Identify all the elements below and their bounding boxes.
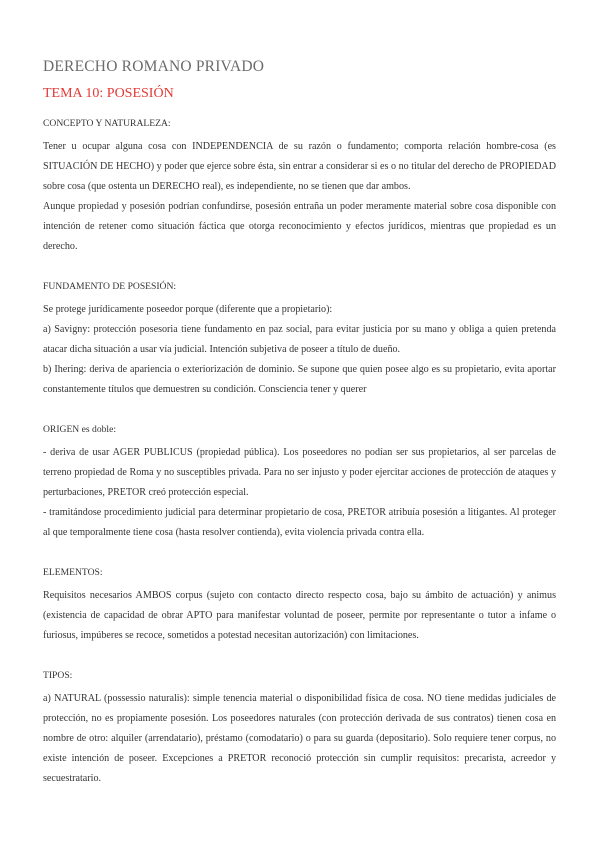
section-tipos — [43, 668, 556, 789]
section-heading: CONCEPTO Y NATURALEZA: — [43, 118, 171, 129]
document-subtitle: TEMA 10: POSESIÓN — [43, 86, 174, 101]
section-concepto — [43, 116, 556, 257]
section-fundamento — [43, 279, 556, 400]
paragraph: Tener u ocupar alguna cosa con INDEPENDENCIA de su razón o fundamento; comporta relación hombre-cosa (es SITUACIÓN DE HECHO) y poder que ejerce sobre ésta, sin entrar a considerar si es o no titular del derecho de PROPIEDAD sobre cosa (que ostenta un DERECHO real), es independiente, no se tienen que dar ambos. — [43, 141, 556, 192]
section-heading: TIPOS: — [43, 670, 73, 681]
paragraph: a) NATURAL (possessio naturalis): simple tenencia material o disponibilidad física de cosa. NO tiene medidas judiciales de protección, no es propiamente posesión. Los poseedores naturales (con protección derivada de sus contratos) tienen cosa en nombre de otro: alquiler (arrendatario), préstamo (comodatario) o para su guarda (depositario). Solo requiere tener corpus, no existe intención de poseer. Excepciones a PRETOR reconoció protección sin cumplir requisitos: precarista, acreedor y secuestratario. — [43, 693, 556, 784]
paragraph: - deriva de usar AGER PUBLICUS (propiedad pública). Los poseedores no podían ser sus propietarios, al ser parcelas de terreno propiedad de Roma y no susceptibles privada. Para no ser injusto y poder ejercitar acciones de protección de ataques y perturbaciones, PRETOR creó protección especial. — [43, 447, 556, 498]
document-title: DERECHO ROMANO PRIVADO — [43, 58, 265, 75]
section-heading: ELEMENTOS: — [43, 567, 103, 578]
section-elementos — [43, 565, 556, 646]
paragraph: a) Savigny: protección posesoria tiene fundamento en paz social, para evitar justicia por su mano y obliga a quien pretenda atacar dicha situación a usar vía judicial. Intención subjetiva de poseer a título de dueño. — [43, 324, 556, 355]
paragraph: Requisitos necesarios AMBOS corpus (sujeto con contacto directo respecto cosa, bajo su ámbito de actuación) y animus (existencia de capacidad de obrar APTO para manifestar voluntad de poseer, permite por representante o tutor a infame o furiosus, impúberes se recoce, sometidos a potestad necesitan autorización) con limitaciones. — [43, 590, 556, 641]
section-heading: ORIGEN es doble: — [43, 424, 117, 435]
paragraph: Se protege jurídicamente poseedor porque (diferente que a propietario): — [43, 304, 333, 315]
paragraph: Aunque propiedad y posesión podrían confundirse, posesión entraña un poder meramente material sobre cosa disponible con intención de retener como situación fáctica que otorga reconocimiento y efectos jurídicos, mientras que propiedad es un derecho. — [43, 201, 556, 252]
paragraph: - tramitándose procedimiento judicial para determinar propietario de cosa, PRETOR atribuía posesión a litigantes. Al proteger al que temporalmente tiene cosa (hasta resolver contienda), evita violencia privada contra ella. — [43, 507, 556, 538]
section-heading: FUNDAMENTO DE POSESIÓN: — [43, 281, 177, 292]
paragraph: b) Ihering: deriva de apariencia o exteriorización de dominio. Se supone que quien posee algo es su propietario, evita aportar constantemente títulos que demuestren su condición. Consciencia tener y querer — [43, 364, 556, 395]
section-origen — [43, 422, 556, 543]
